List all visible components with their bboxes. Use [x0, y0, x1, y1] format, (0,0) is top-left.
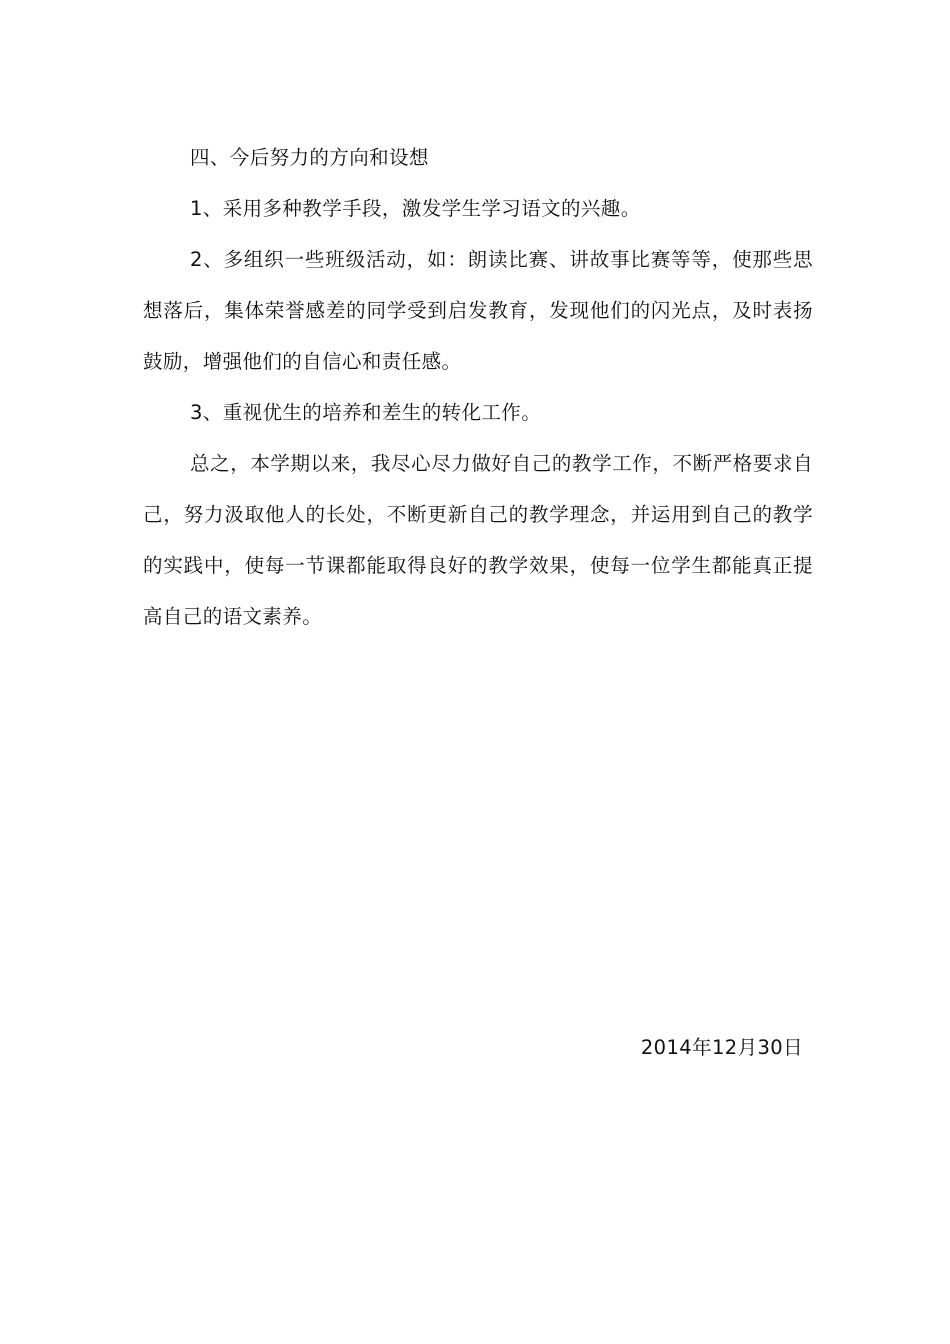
list-item-1: 1、采用多种教学手段，激发学生学习语文的兴趣。 [190, 197, 641, 220]
list-item-3: 3、重视优生的培养和差生的转化工作。 [190, 401, 542, 424]
document-body [143, 132, 813, 642]
list-item-2: 2、多组织一些班级活动，如：朗读比赛、讲故事比赛等等，使那些思想落后，集体荣誉感差的同学受到启发教育，发现他们的闪光点，及时表扬鼓励，增强他们的自信心和责任感。 [143, 248, 813, 373]
conclusion-paragraph: 总之，本学期以来，我尽心尽力做好自己的教学工作，不断严格要求自己，努力汲取他人的长处，不断更新自己的教学理念，并运用到自己的教学的实践中，使每一节课都能取得良好的教学效果，使每一位学生都能真正提高自己的语文素养。 [143, 452, 813, 628]
date-line: 2014年12月30日 [640, 1036, 803, 1059]
section-heading: 四、今后努力的方向和设想 [190, 146, 429, 169]
